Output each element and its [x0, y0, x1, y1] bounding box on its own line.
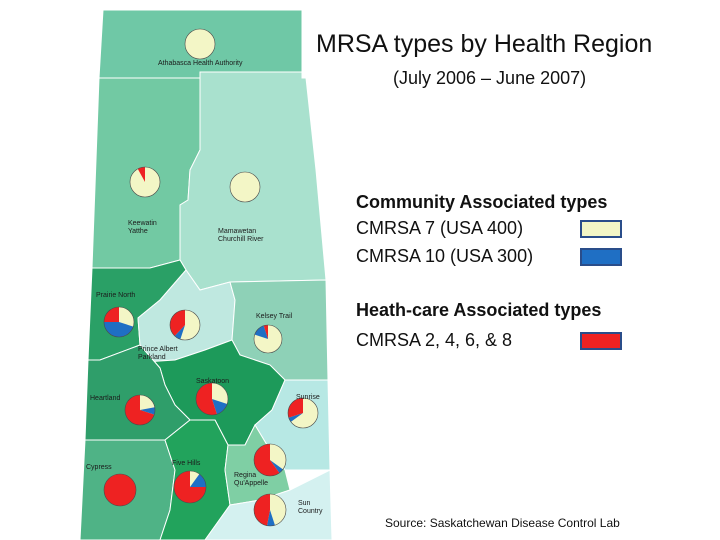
region-label-prairie-north: Prairie North — [96, 292, 136, 299]
pie-prairie-north — [104, 307, 134, 337]
region-shapes — [80, 10, 332, 540]
pie-sunrise — [288, 398, 318, 428]
region-label-five-hills: Five Hills — [172, 460, 201, 467]
page-title: MRSA types by Health Region — [316, 30, 653, 58]
legend-healthcare-heading: Heath-care Associated types — [356, 300, 602, 320]
pie-five-hills — [174, 471, 206, 503]
region-label-prince-albert: Prince Albert Parkland — [138, 346, 178, 361]
pie-prince-albert-parkland — [170, 310, 200, 340]
pie-sun-country — [254, 494, 286, 526]
pie-athabasca-health-authority — [185, 29, 215, 59]
region-label-athabasca: Athabasca Health Authority — [158, 60, 243, 67]
region-label-cypress: Cypress — [86, 464, 112, 471]
pie-saskatoon — [196, 383, 228, 415]
pie-cypress — [104, 474, 136, 506]
pie-mamawetan-churchill-river — [230, 172, 260, 202]
pie-heartland — [125, 395, 155, 425]
legend-item-cmrsa-hc: CMRSA 2, 4, 6, & 8 — [356, 330, 513, 350]
region-label-kelsey-trail: Kelsey Trail — [256, 313, 293, 320]
pie-keewatin-yatthe — [130, 167, 160, 197]
source-note: Source: Saskatchewan Disease Control Lab — [385, 516, 620, 530]
legend-swatch-cmrsa10 — [580, 248, 622, 266]
region-label-sunrise: Sunrise — [296, 394, 320, 401]
region-label-heartland: Heartland — [90, 395, 121, 402]
page-subtitle: (July 2006 – June 2007) — [393, 68, 587, 88]
legend-swatch-cmrsa-hc — [580, 332, 622, 350]
region-label-regina: Regina Qu'Appelle — [234, 472, 269, 487]
region-label-keewatin-yatthe: Keewatin Yatthe — [128, 220, 157, 235]
region-label-saskatoon: Saskatoon — [196, 378, 230, 385]
legend-item-cmrsa10: CMRSA 10 (USA 300) — [356, 246, 534, 266]
legend-swatch-cmrsa7 — [580, 220, 622, 238]
region-label-mamawetan: Mamawetan Churchill River — [218, 228, 264, 243]
legend-item-cmrsa7: CMRSA 7 (USA 400) — [356, 218, 524, 238]
region-label-sun-country: Sun Country — [298, 500, 323, 515]
pie-kelsey-trail — [254, 325, 282, 353]
legend-community-heading: Community Associated types — [356, 192, 608, 212]
